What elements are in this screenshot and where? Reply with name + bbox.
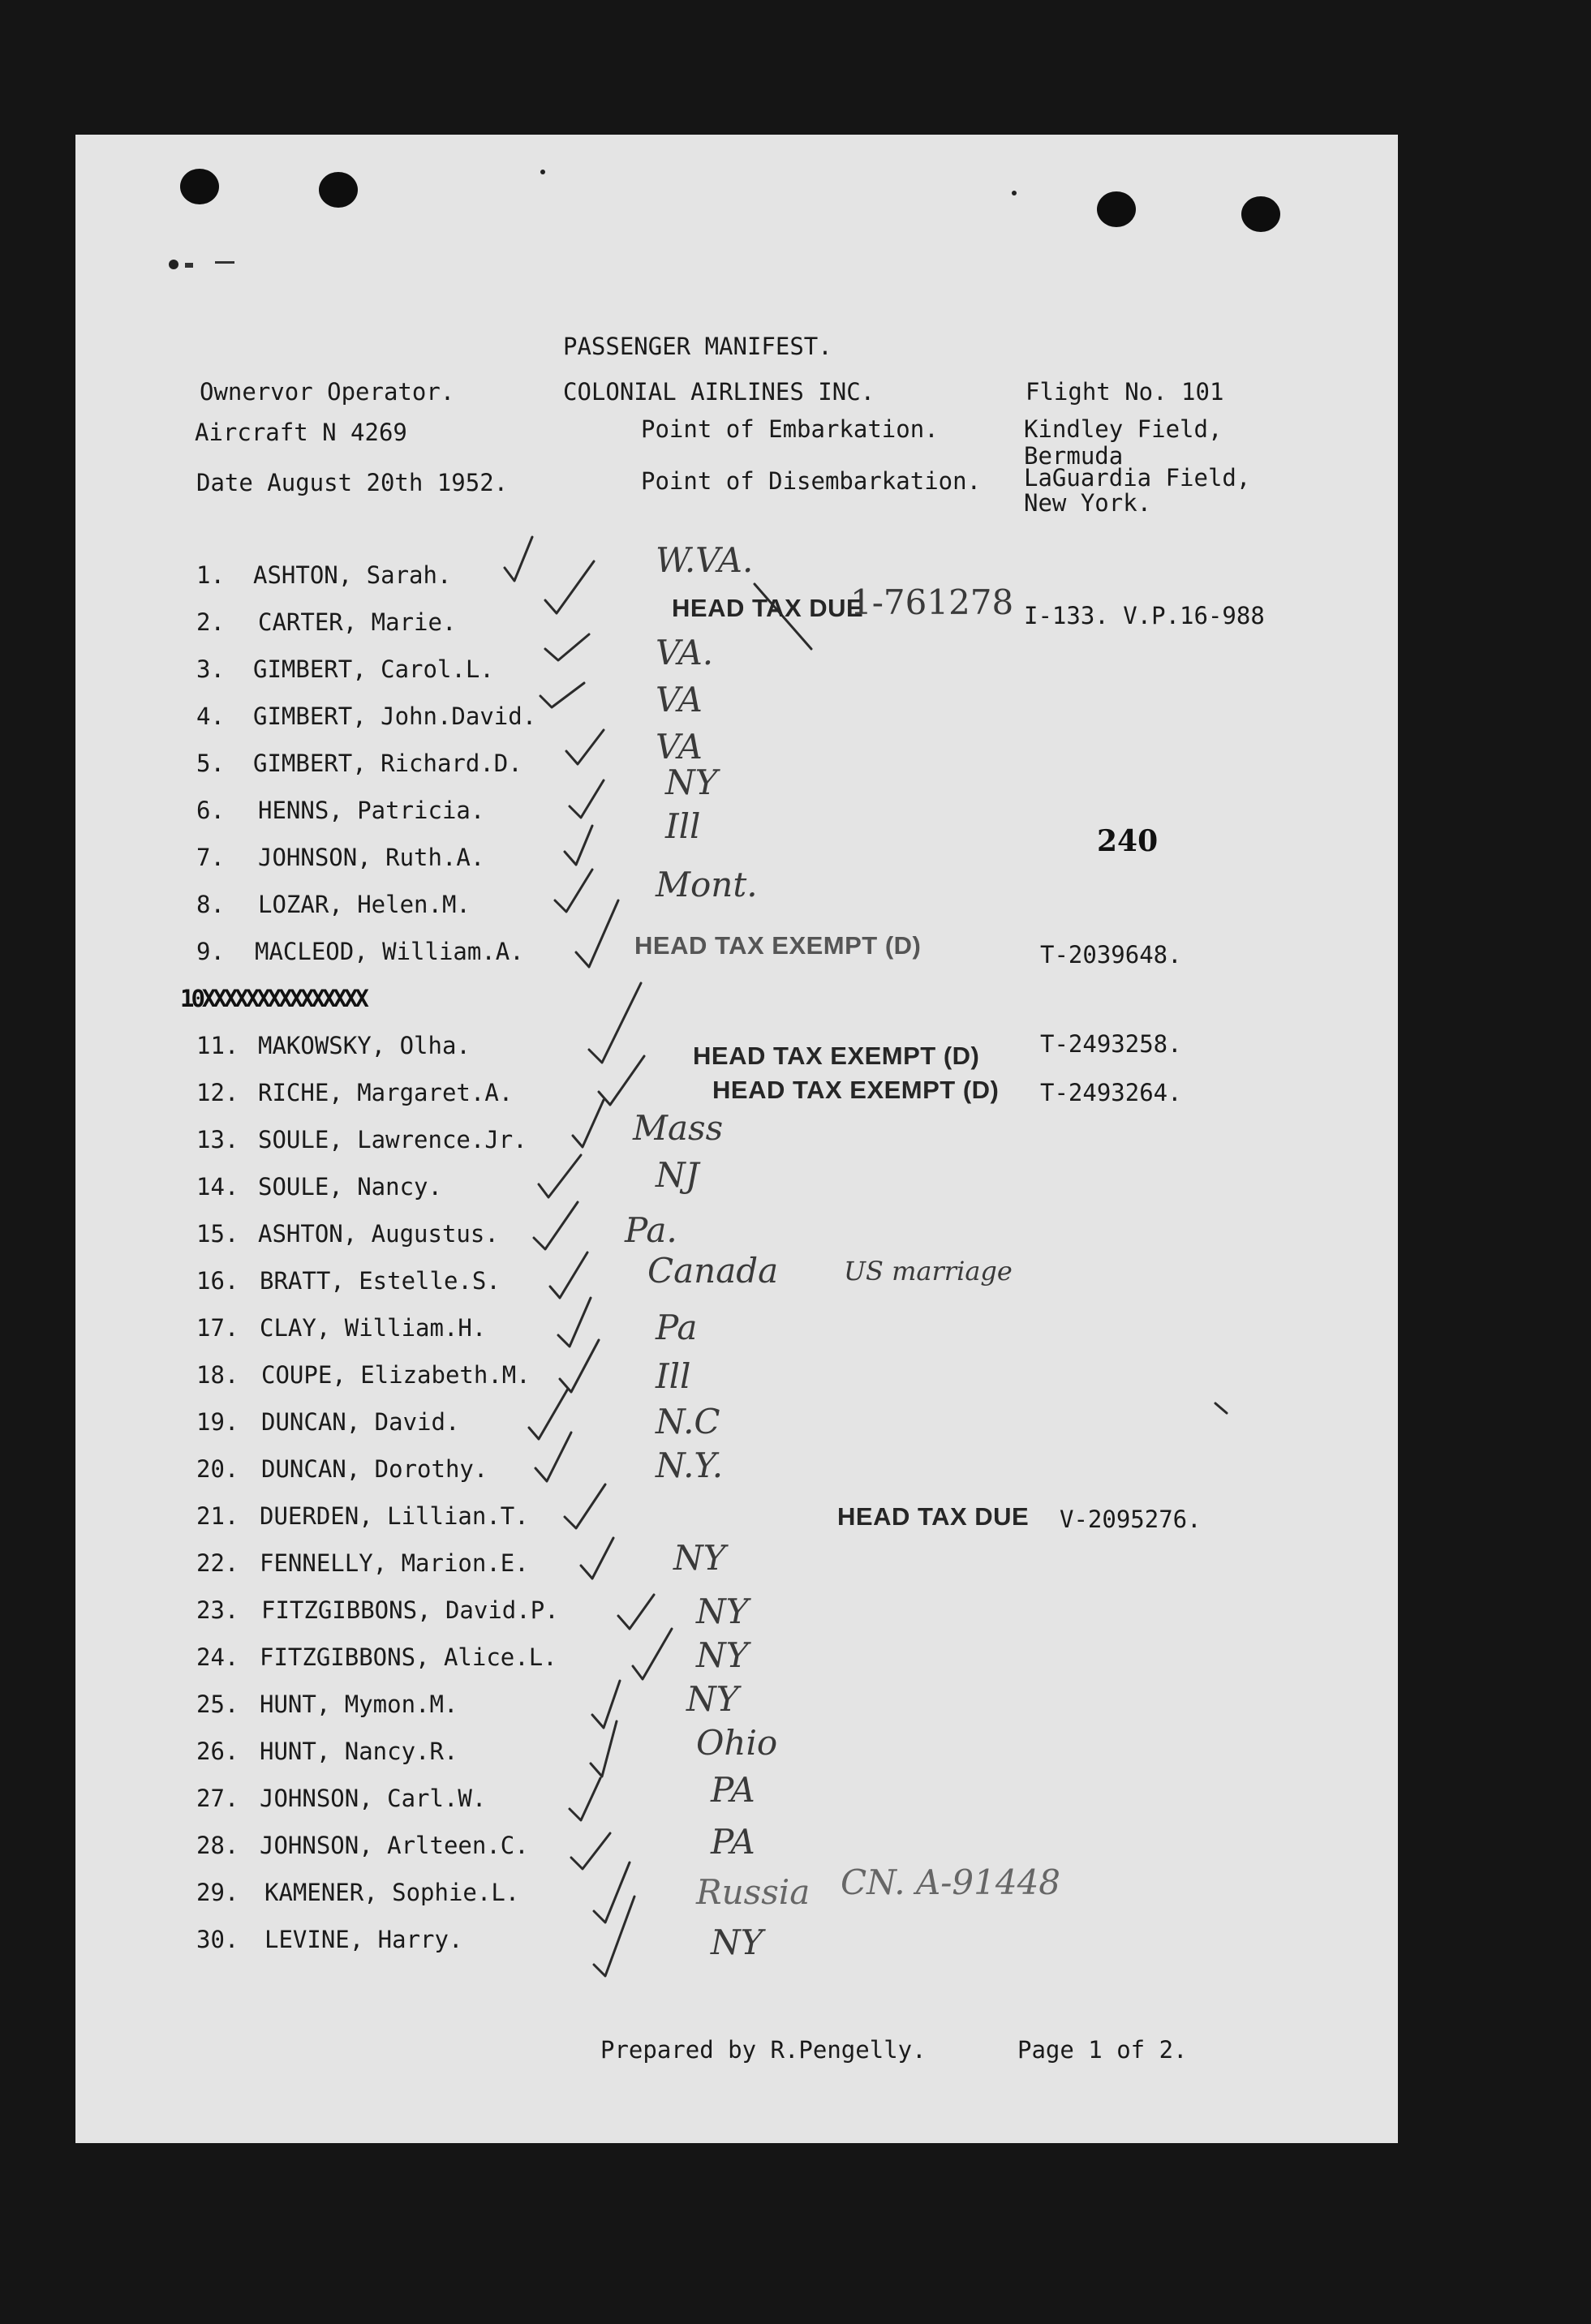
passenger-name: LOZAR, Helen.M. [258,891,471,918]
passenger-name: MAKOWSKY, Olha. [258,1032,471,1059]
hw-state: NJ [656,1155,699,1195]
typed-reference: T-2493264. [1040,1079,1182,1106]
typed-reference: T-2039648. [1040,941,1182,969]
passenger-name: BRATT, Estelle.S. [260,1267,501,1295]
passenger-name: COUPE, Elizabeth.M. [261,1361,531,1389]
operator-name: COLONIAL AIRLINES INC. [563,378,875,406]
head-tax-exempt-stamp: HEAD TAX EXEMPT (D) [693,1042,980,1070]
passenger-number: 25. [196,1690,239,1718]
hw-state: VA [656,680,703,720]
passenger-number: 11. [196,1032,239,1059]
passenger-number: 15. [196,1220,239,1248]
hw-state: Ohio [696,1723,778,1763]
check-mark [565,1484,605,1528]
check-mark [633,1629,672,1679]
typed-reference: V-2095276. [1060,1506,1202,1533]
passenger-number: 4. [196,702,225,730]
passenger-number: 12. [196,1079,239,1106]
passenger-name: ASHTON, Augustus. [258,1220,499,1248]
hw-state: Mont. [656,865,758,904]
manifest-title: PASSENGER MANIFEST. [563,333,832,360]
passenger-number: 21. [196,1502,239,1530]
embarkation-place-line-1: Kindley Field, [1024,415,1223,443]
passenger-number: 27. [196,1785,239,1812]
passenger-number: 29. [196,1879,239,1906]
passenger-number: 28. [196,1832,239,1859]
passenger-number: 22. [196,1549,239,1577]
passenger-number: 16. [196,1267,239,1295]
passenger-number: 8. [196,891,225,918]
passenger-name: HUNT, Nancy.R. [260,1738,458,1765]
passenger-name: DUNCAN, Dorothy. [261,1455,488,1483]
hw-state: Mass [633,1108,724,1148]
head-tax-due-stamp: HEAD TAX DUE [837,1502,1030,1531]
hw-state: Canada [647,1251,779,1291]
hw-note: US marriage [844,1256,1013,1287]
hw-state: Pa [656,1308,698,1347]
strike-mark [1215,1403,1227,1413]
passenger-number: 20. [196,1455,239,1483]
owner-operator-label: Ownervor Operator. [200,378,455,406]
hw-state: N.C [656,1402,720,1441]
prepared-by: Prepared by R.Pengelly. [600,2036,927,2064]
passenger-name: GIMBERT, Richard.D. [253,750,522,777]
check-mark [539,1155,581,1197]
head-tax-exempt-stamp: HEAD TAX EXEMPT (D) [634,931,922,960]
hw-state: Pa. [625,1210,677,1250]
check-mark [534,1202,578,1249]
check-mark [540,683,584,707]
hw-state: Russia [696,1872,811,1912]
passenger-name: MACLEOD, William.A. [255,938,524,965]
hw-state: NY [665,762,718,802]
aircraft-registration: Aircraft N 4269 [195,419,407,446]
hw-state: VA [656,727,703,767]
check-mark [594,1897,634,1976]
check-mark [560,1340,599,1392]
passenger-number: 2. [196,608,225,636]
disembarkation-label: Point of Disembarkation. [641,467,982,495]
hw-number: 1-761278 [850,582,1014,622]
passenger-number: 26. [196,1738,239,1765]
manifest-date: Date August 20th 1952. [196,469,509,496]
hw-state: NY [696,1635,749,1675]
check-mark [505,537,532,581]
passenger-name: SOULE, Lawrence.Jr. [258,1126,527,1153]
embarkation-label: Point of Embarkation. [641,415,939,443]
hw-state: PA [711,1822,755,1862]
head-tax-due-stamp: HEAD TAX DUE [672,594,864,622]
hw-state: N.Y. [656,1446,724,1485]
passenger-name: JOHNSON, Arlteen.C. [260,1832,529,1859]
check-mark [550,1252,587,1298]
disembarkation-place-line-2: New York. [1024,489,1152,517]
passenger-name: LEVINE, Harry. [264,1926,463,1953]
head-tax-exempt-stamp: HEAD TAX EXEMPT (D) [712,1076,1000,1104]
passenger-name: HENNS, Patricia. [258,797,485,824]
hw-state: NY [696,1592,749,1631]
check-mark [535,1433,571,1481]
passenger-name: CLAY, William.H. [260,1314,487,1342]
passenger-name: RICHE, Margaret.A. [258,1079,514,1106]
passenger-name: FITZGIBBONS, David.P. [261,1596,559,1624]
check-mark [555,870,592,912]
check-mark [581,1538,613,1579]
disembarkation-place-line-1: LaGuardia Field, [1024,464,1251,492]
hw-state: PA [711,1770,755,1810]
passenger-number: 13. [196,1126,239,1153]
passenger-name: DUERDEN, Lillian.T. [260,1502,529,1530]
hw-state: NY [686,1679,739,1719]
passenger-number: 3. [196,655,225,683]
passenger-name: SOULE, Nancy. [258,1173,442,1201]
check-mark [599,1056,644,1105]
check-mark [618,1595,654,1629]
passenger-number: 14. [196,1173,239,1201]
check-mark [570,780,604,818]
typed-reference: T-2493258. [1040,1030,1182,1058]
hw-state: VA. [656,633,714,672]
hw-number: 240 [1097,824,1159,858]
flight-number: Flight No. 101 [1026,378,1224,406]
check-mark [529,1389,568,1439]
passenger-number: 1. [196,561,225,589]
passenger-name: GIMBERT, John.David. [253,702,537,730]
passenger-name: CARTER, Marie. [258,608,457,636]
passenger-name: 10XXXXXXXXXXXXXXX [180,985,366,1012]
passenger-number: 5. [196,750,225,777]
check-mark [594,1862,630,1922]
hw-state: NY [673,1538,726,1578]
passenger-number: 30. [196,1926,239,1953]
check-mark [565,826,592,865]
passenger-number: 23. [196,1596,239,1624]
check-mark [573,1100,604,1147]
hw-state: NY [711,1922,763,1962]
hw-state: W.VA. [656,540,754,580]
embarkation-place-line-2: Bermuda [1024,442,1124,470]
hw-state: Ill [656,1356,691,1396]
passenger-number: 9. [196,938,225,965]
passenger-name: GIMBERT, Carol.L. [253,655,494,683]
check-mark [545,561,594,613]
passenger-name: JOHNSON, Ruth.A. [258,844,485,871]
check-mark [571,1833,610,1869]
check-mark [589,983,641,1063]
passenger-number: 17. [196,1314,239,1342]
passenger-number: 6. [196,797,225,824]
passenger-name: ASHTON, Sarah. [253,561,452,589]
page-number: Page 1 of 2. [1017,2036,1188,2064]
check-mark [591,1721,617,1776]
passenger-name: KAMENER, Sophie.L. [264,1879,520,1906]
passenger-name: DUNCAN, David. [261,1408,460,1436]
check-mark [558,1298,591,1347]
hw-cn-number: CN. A-91448 [841,1862,1061,1902]
check-mark [545,634,589,660]
typed-reference: I-133. V.P.16-988 [1024,602,1265,629]
check-mark [566,730,604,764]
passenger-number: 7. [196,844,225,871]
passenger-number: 19. [196,1408,239,1436]
passenger-number: 18. [196,1361,239,1389]
passenger-name: JOHNSON, Carl.W. [260,1785,487,1812]
passenger-name: FENNELLY, Marion.E. [260,1549,529,1577]
passenger-number: 24. [196,1643,239,1671]
passenger-name: FITZGIBBONS, Alice.L. [260,1643,557,1671]
passenger-name: HUNT, Mymon.M. [260,1690,458,1718]
check-mark [570,1778,600,1820]
check-mark [576,900,618,967]
hw-state: Ill [665,806,701,846]
